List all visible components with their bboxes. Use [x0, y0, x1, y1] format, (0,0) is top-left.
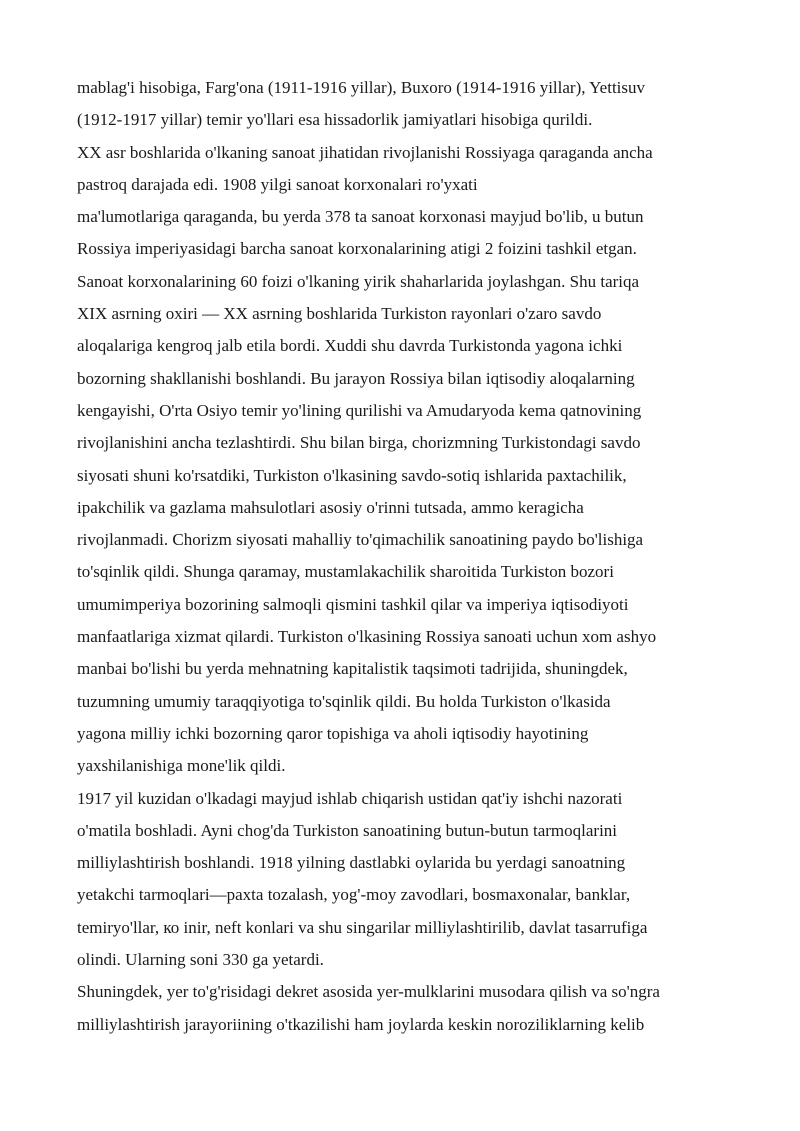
text-line: mablag'i hisobiga, Farg'ona (1911-1916 yillar), Buxoro (1914-1916 yillar), Yettisuv [77, 78, 646, 97]
text-line: milliylashtirish boshlandi. 1918 yilning dastlabki oylarida bu yerdagi sanoatning [77, 853, 626, 873]
text-line: manbai bo'lishi bu yerda mehnatning kapitalistik taqsimoti tadrijida, shuningdek, [77, 659, 628, 679]
text-line: 1917 yil kuzidan o'lkadagi mayjud ishlab chiqarish ustidan qat'iy ishchi nazorati [77, 788, 623, 808]
text-line: yetakchi tarmoqlari—paxta tozalash, yog'-moy zavodlari, bosmaxonalar, banklar, [77, 885, 631, 905]
body-text [77, 72, 737, 1041]
text-line: tuzumning umumiy taraqqiyotiga to'sqinlik qildi. Bu holda Turkiston o'lkasida [77, 691, 611, 711]
text-line: o'matila boshladi. Ayni chog'da Turkiston sanoatining butun-butun tarmoqlarini [77, 820, 618, 840]
text-line: ipakchilik va gazlama mahsulotlari asosiy o'rinni tutsada, ammo keragicha [77, 497, 584, 517]
text-line: yagona milliy ichki bozorning qaror topishiga va aholi iqtisodiy hayotining [77, 723, 589, 743]
text-line: siyosati shuni ko'rsatdiki, Turkiston o'lkasining savdo-sotiq ishlarida paxtachilik, [77, 465, 627, 485]
text-line: olindi. Ularning soni 330 ga yetardi. [77, 950, 324, 970]
text-line: temiryo'llar, ко inir, neft konlari va shu singarilar milliylashtirilib, davlat tasarrufiga [77, 917, 648, 937]
text-line: (1912-1917 yillar) temir yo'llari esa hissadorlik jamiyatlari hisobiga qurildi. [77, 110, 593, 130]
text-line: manfaatlariga xizmat qilardi. Turkiston o'lkasining Rossiya sanoati uchun xom ashyo [77, 627, 657, 647]
text-line: bozorning shakllanishi boshlandi. Bu jarayon Rossiya bilan iqtisodiy aloqalarning [77, 368, 635, 388]
text-line: rivojlanishini ancha tezlashtirdi. Shu bilan birga, chorizmning Turkistondagi savdo [77, 433, 641, 453]
text-line: XIX asrning oxiri — XX asrning boshlarida Turkiston rayonlari o'zaro savdo [77, 304, 602, 324]
text-line: aloqalariga kengroq jalb etila bordi. Xuddi shu davrda Turkistonda yagona ichki [77, 336, 623, 356]
text-line: ma'lumotlariga qaraganda, bu yerda 378 ta sanoat korxonasi mayjud bo'lib, u butun [77, 207, 644, 227]
text-line: Rossiya imperiyasidagi barcha sanoat korxonalarining atigi 2 foizini tashkil etgan. [77, 239, 637, 259]
text-line: rivojlanmadi. Chorizm siyosati mahalliy to'qimachilik sanoatining paydo bo'lishiga [77, 530, 644, 550]
text-line: Sanoat korxonalarining 60 foizi o'lkaning yirik shaharlarida joylashgan. Shu tariqa [77, 271, 640, 291]
text-line: yaxshilanishiga mone'lik qildi. [77, 756, 286, 776]
text-line: milliylashtirish jarayoriining o'tkazilishi ham joylarda keskin noroziliklarning kelib [77, 1014, 645, 1034]
text-line: to'sqinlik qildi. Shunga qaramay, mustamlakachilik sharoitida Turkiston bozori [77, 562, 614, 582]
text-line: Shuningdek, yer to'g'risidagi dekret asosida yer-mulklarini musodara qilish va so'ngra [77, 982, 660, 1002]
text-line: XX asr boshlarida o'lkaning sanoat jihatidan rivojlanishi Rossiyaga qaraganda ancha [77, 142, 653, 162]
text-line: kengayishi, O'rta Osiyo temir yo'lining qurilishi va Amudaryoda kema qatnovining [77, 400, 642, 420]
text-line: umumimperiya bozorining salmoqli qismini tashkil qilar va imperiya iqtisodiyoti [77, 594, 629, 614]
text-line: pastroq darajada edi. 1908 yilgi sanoat korxonalari ro'yxati [77, 174, 478, 194]
